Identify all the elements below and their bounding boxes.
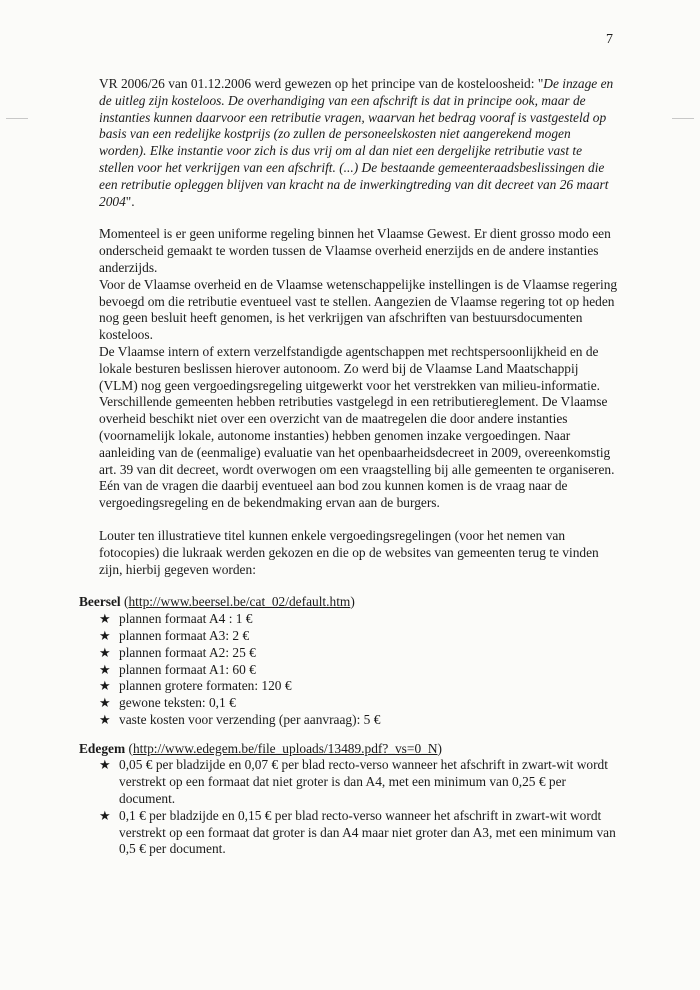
paragraph-agencies: De Vlaamse intern of extern verzelfstandigde agentschappen met rechtspersoonlijkheid en de lokale besturen beslissen hierover autonoom. Zo werd bij de Vlaamse Land Maatschappij (VLM) nog geen vergoedingsregeling uitgewerkt voor het verstrekken van milieu-informatie. Verschillende gemeenten hebben retributies vastgelegd in een retributiereglement. De Vlaamse overheid beschikt niet over een overzicht van de maatregelen die door andere instanties (voornamelijk lokale, autonome instanties) hebben genomen inzake vergoedingen. Naar aanleiding van de (eenmalige) evaluatie van het openbaarheidsdecreet in 2009, overeenkomstig art. 39 van dit decreet, wordt overwogen om een vraagstelling bij alle gemeenten te organiseren. Eén van de vragen die daarbij eventueel aan bod zou kunnen komen is de vraag naar de vergoedingsregeling en de bekendmaking ervan aan de burgers. — [99, 343, 615, 511]
list-item: ★ plannen formaat A2: 25 € — [99, 644, 256, 660]
scan-artifact-left — [6, 118, 28, 119]
section-heading: Edegem (http://www.edegem.be/file_uploads/13489.pdf?_vs=0_N) — [79, 740, 442, 756]
star-icon: ★ — [99, 611, 111, 627]
paragraph-flemish-government: Voor de Vlaamse overheid en de Vlaamse wetenschappelijke instellingen is de Vlaamse regering bevoegd om die retributie eventueel vast te stellen. Aangezien de Vlaamse regering tot op heden nog geen besluit heeft genomen, is het verkrijgen van afschriften van bestuursdocumenten kosteloos. — [99, 276, 618, 343]
quote-paragraph — [99, 76, 619, 210]
star-icon: ★ — [99, 711, 111, 727]
section-edegem — [79, 741, 619, 859]
section-link[interactable]: http://www.beersel.be/cat_02/default.htm — [128, 594, 351, 610]
star-icon: ★ — [99, 757, 111, 773]
list-item: ★ 0,1 € per bladzijde en 0,15 € per blad recto-verso wanneer het afschrift in zwart-wit wordt verstrekt op een formaat dat groter is dan A4 maar niet groter dan A3, met een minimum van 0,5 € per document. — [99, 807, 616, 857]
list-item: ★ plannen formaat A1: 60 € — [99, 661, 256, 677]
list-item: ★ plannen formaat A4 : 1 € — [99, 611, 253, 627]
section-title: Edegem — [79, 740, 126, 756]
list-item: ★ plannen grotere formaten: 120 € — [99, 678, 292, 694]
star-icon: ★ — [99, 627, 111, 643]
section-heading: Beersel (http://www.beersel.be/cat_02/default.htm) — [79, 594, 355, 610]
quote-intro: VR 2006/26 van 01.12.2006 werd gewezen op het principe van de kosteloosheid: " — [99, 76, 544, 91]
star-icon: ★ — [99, 661, 111, 677]
scan-artifact-right — [672, 118, 694, 119]
star-icon: ★ — [99, 644, 111, 660]
list-item: ★ 0,05 € per bladzijde en 0,07 € per blad recto-verso wanneer het afschrift in zwart-wit wordt verstrekt op een formaat dat niet groter is dan A4, met een minimum van 0,25 € per document. — [99, 757, 608, 807]
quote-outro: ". — [125, 193, 135, 209]
bullet-list — [79, 611, 619, 729]
page-number: 7 — [606, 32, 613, 47]
paragraph-uniform-regulation: Momenteel is er geen uniforme regeling binnen het Vlaamse Gewest. Er dient grosso modo een onderscheid gemaakt te worden tussen de Vlaamse overheid enerzijds en de andere instanties anderzijds. — [99, 226, 611, 275]
list-item: ★ gewone teksten: 0,1 € — [99, 695, 236, 711]
quote-italic: De inzage en de uitleg zijn kosteloos. De overhandiging van een afschrift is dat in principe ook, maar de instanties kunnen daarvoor een retributie vragen, waarvan het bedrag vooraf is vastgesteld op basis van een redelijke kostprijs (zo zullen de personeelskosten niet aangerekend mogen worden). Elke instantie voor zich is dus vrij om al dan niet een dergelijke retributie vast te stellen voor het verkrijgen van een afschrift. (...) De bestaande gemeenteraadsbeslissingen die een retributie opleggen blijven van kracht na de inwerkingtreding van dit decreet van 26 maart 2004 — [99, 76, 614, 209]
star-icon: ★ — [99, 807, 111, 823]
star-icon: ★ — [99, 695, 111, 711]
list-item: ★ plannen formaat A3: 2 € — [99, 627, 250, 643]
section-title: Beersel — [79, 594, 121, 610]
bullet-list — [79, 757, 619, 858]
list-item: ★ vaste kosten voor verzending (per aanvraag): 5 € — [99, 711, 381, 727]
section-beersel — [79, 594, 619, 728]
star-icon: ★ — [99, 678, 111, 694]
paragraph-illustrations: Louter ten illustratieve titel kunnen enkele vergoedingsregelingen (voor het nemen van fotocopies) die lukraak werden gekozen en die op de websites van gemeenten terug te vinden zijn, hierbij gegeven worden: — [99, 527, 599, 577]
section-link[interactable]: http://www.edegem.be/file_uploads/13489.pdf?_vs=0_N — [132, 740, 438, 756]
document-body — [79, 76, 619, 858]
